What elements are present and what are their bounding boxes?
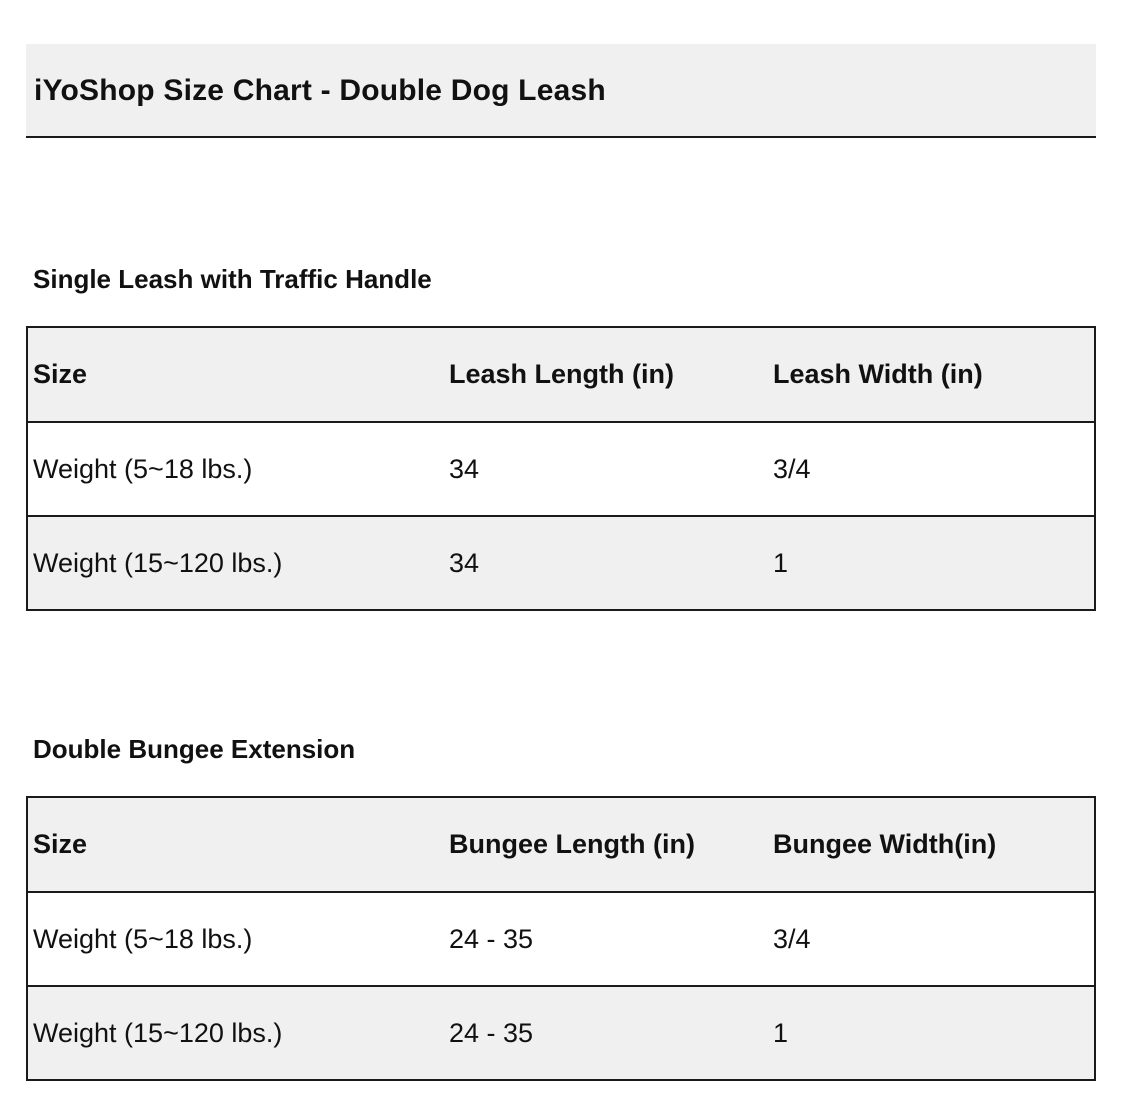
table-cell-length: 34 xyxy=(449,453,480,484)
section-title-bungee-extension: Double Bungee Extension xyxy=(33,734,356,764)
page-title: iYoShop Size Chart - Double Dog Leash xyxy=(34,74,606,107)
table-row xyxy=(28,985,1094,1079)
header-cell-length: Bungee Length (in) xyxy=(449,829,695,859)
table-cell-size: Weight (5~18 lbs.) xyxy=(33,453,253,484)
table-row xyxy=(28,421,1094,515)
table-cell-size: Weight (15~120 lbs.) xyxy=(33,1017,283,1048)
size-table-single-leash xyxy=(26,326,1096,611)
table-cell-length: 24 - 35 xyxy=(449,923,534,954)
table-header-row xyxy=(28,328,1094,421)
table-cell-width: 3/4 xyxy=(773,923,811,954)
table-cell-length: 34 xyxy=(449,547,480,578)
table-row xyxy=(28,515,1094,609)
table-cell-width: 1 xyxy=(773,1017,789,1048)
size-table-bungee-extension xyxy=(26,796,1096,1081)
header-cell-width: Bungee Width(in) xyxy=(773,829,997,859)
header-cell-length: Leash Length (in) xyxy=(449,359,674,389)
table-cell-width: 1 xyxy=(773,547,789,578)
table-cell-length: 24 - 35 xyxy=(449,1017,534,1048)
table-cell-width: 3/4 xyxy=(773,453,811,484)
section-title-single-leash: Single Leash with Traffic Handle xyxy=(33,264,432,294)
header-cell-size: Size xyxy=(33,359,88,389)
page-header xyxy=(26,44,1096,138)
table-header-row xyxy=(28,798,1094,891)
header-cell-size: Size xyxy=(33,829,88,859)
table-cell-size: Weight (15~120 lbs.) xyxy=(33,547,283,578)
table-row xyxy=(28,891,1094,985)
table-cell-size: Weight (5~18 lbs.) xyxy=(33,923,253,954)
header-cell-width: Leash Width (in) xyxy=(773,359,983,389)
